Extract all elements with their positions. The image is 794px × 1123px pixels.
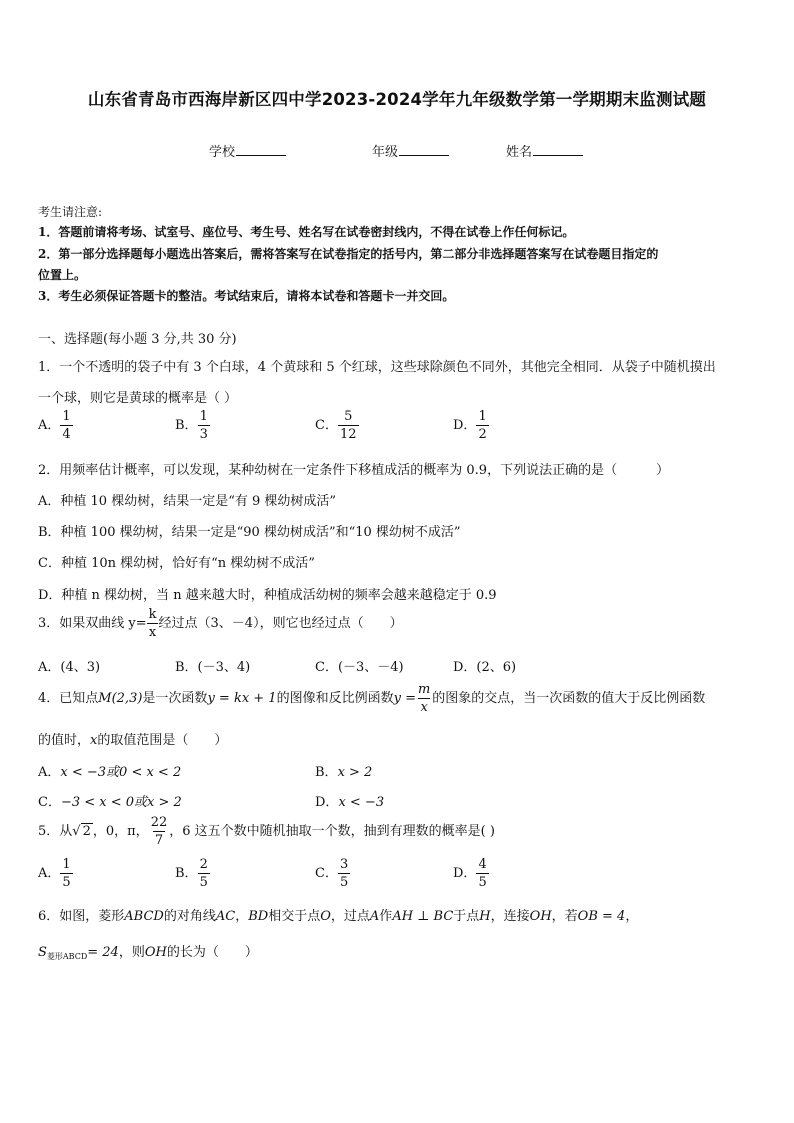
q4-option-c: C．−3 < x < 0或x > 2 — [38, 795, 182, 810]
section-heading: 一、选择题(每小题 3 分,共 30 分) — [38, 332, 237, 347]
fraction: $\frac{1}{3}$ — [199, 409, 208, 442]
notice-item-2-cont: 位置上。 — [38, 268, 87, 282]
fraction: $\frac{22}{7}$ — [150, 815, 168, 848]
exam-title: 山东省青岛市西海岸新区四中学2023-2024学年九年级数学第一学期期末监测试题 — [87, 90, 707, 109]
q3-option-a: A．(4、3) — [38, 660, 101, 675]
q4-option-d: D．x < −3 — [315, 795, 385, 810]
q1-option-b: B． $\frac{1}{3}$ — [175, 409, 208, 442]
name-blank — [533, 143, 583, 156]
sqrt-sign: √ 2 — [72, 824, 91, 839]
q1-stem: 1．一个不透明的袋子中有 3 个白球，4 个黄球和 5 个红球，这些球除颜色不同外，其他完全相同．从袋子中随机摸出 — [38, 360, 716, 375]
q2-option-b: B．种植 100 棵幼树，结果一定是“90 棵幼树成活”和“10 棵幼树不成活” — [38, 525, 461, 540]
fraction: $\frac{1}{5}$ — [62, 857, 71, 890]
q2-option-c: C．种植 10n 棵幼树，恰好有“n 棵幼树不成活” — [38, 556, 315, 571]
fraction: $\frac{1}{2}$ — [478, 409, 487, 442]
q4-option-a: A．x < −3或0 < x < 2 — [38, 765, 182, 780]
name-field — [506, 141, 583, 160]
q5-option-d: D． $\frac{4}{5}$ — [453, 857, 487, 890]
q1-option-a: A． $\frac{1}{4}$ — [38, 409, 71, 442]
fraction: $\frac{1}{4}$ — [62, 409, 71, 442]
fraction: $\frac{4}{5}$ — [478, 857, 487, 890]
q5-option-b: B． $\frac{2}{5}$ — [175, 857, 208, 890]
q6-stem-cont: $S_{菱形ABCD}= 24$，则OH的长为（ ） — [38, 945, 258, 961]
notice-item-2: 2．第一部分选择题每小题选出答案后，需将答案写在试卷指定的括号内，第二部分非选择题答案写在试卷题目指定的 — [38, 247, 659, 261]
school-label: 学校 — [209, 145, 236, 160]
q2-option-a: A．种植 10 棵幼树，结果一定是“有 9 棵幼树成活” — [38, 494, 337, 509]
notice-item-3: 3．考生必须保证答题卡的整洁。考试结束后，请将本试卷和答题卡一并交回。 — [38, 289, 455, 303]
q4-stem: 4．已知点M(2,3)是一次函数y = kx + 1的图像和反比例函数y = $\frac{m}{x}$ 的图象的交点，当一次函数的值大于反比例函数 — [38, 682, 706, 715]
q3-option-c: C．(－3、－4) — [315, 660, 404, 675]
q1-option-c: C． $\frac{5}{12}$ — [315, 409, 357, 442]
fraction: $\frac{2}{5}$ — [199, 857, 208, 890]
fraction: $\frac{k}{x}$ — [148, 607, 157, 640]
name-label: 姓名 — [506, 145, 533, 160]
fraction: $\frac{5}{12}$ — [339, 409, 357, 442]
q3-stem: 3．如果双曲线 y= $\frac{k}{x}$ 经过点（3、－4），则它也经过点（ ） — [38, 607, 403, 640]
school-field — [209, 141, 286, 160]
fraction: $\frac{m}{x}$ — [417, 682, 431, 715]
fraction: $\frac{3}{5}$ — [339, 857, 349, 890]
q1-option-d: D． $\frac{1}{2}$ — [453, 409, 487, 442]
notice-heading: 考生请注意: — [38, 205, 103, 219]
q6-stem: 6．如图，菱形ABCD的对角线AC，BD相交于点O，过点A作AH ⊥ BC于点H，连接OH，若OB = 4， — [38, 909, 639, 924]
q3-option-d: D．(2、6) — [453, 660, 517, 675]
notice-item-1: 1．答题前请将考场、试室号、座位号、考生号、姓名写在试卷密封线内，不得在试卷上作任何标记。 — [38, 225, 575, 239]
q1-stem-cont: 一个球，则它是黄球的概率是（ ） — [38, 391, 238, 406]
grade-blank — [399, 143, 449, 156]
school-blank — [236, 143, 286, 156]
q5-option-c: C． $\frac{3}{5}$ — [315, 857, 349, 890]
q2-option-d: D．种植 n 棵幼树，当 n 越来越大时，种植成活幼树的频率会越来越稳定于 0.9 — [38, 588, 497, 603]
q5-stem: 5．从√ 2 ，0，π， $\frac{22}{7}$ ，6 这五个数中随机抽取一个数，抽到有理数的概率是( ) — [38, 815, 495, 848]
q4-option-b: B．x > 2 — [315, 765, 373, 780]
grade-field — [372, 141, 449, 160]
q5-option-a: A． $\frac{1}{5}$ — [38, 857, 71, 890]
q4-stem-cont: 的值时，x的取值范围是（ ） — [38, 733, 228, 748]
q3-option-b: B．(－3、4) — [175, 660, 251, 675]
grade-label: 年级 — [372, 145, 399, 160]
q2-stem: 2．用频率估计概率，可以发现，某种幼树在一定条件下移植成活的概率为 0.9，下列说法正确的是（ ） — [38, 463, 670, 478]
